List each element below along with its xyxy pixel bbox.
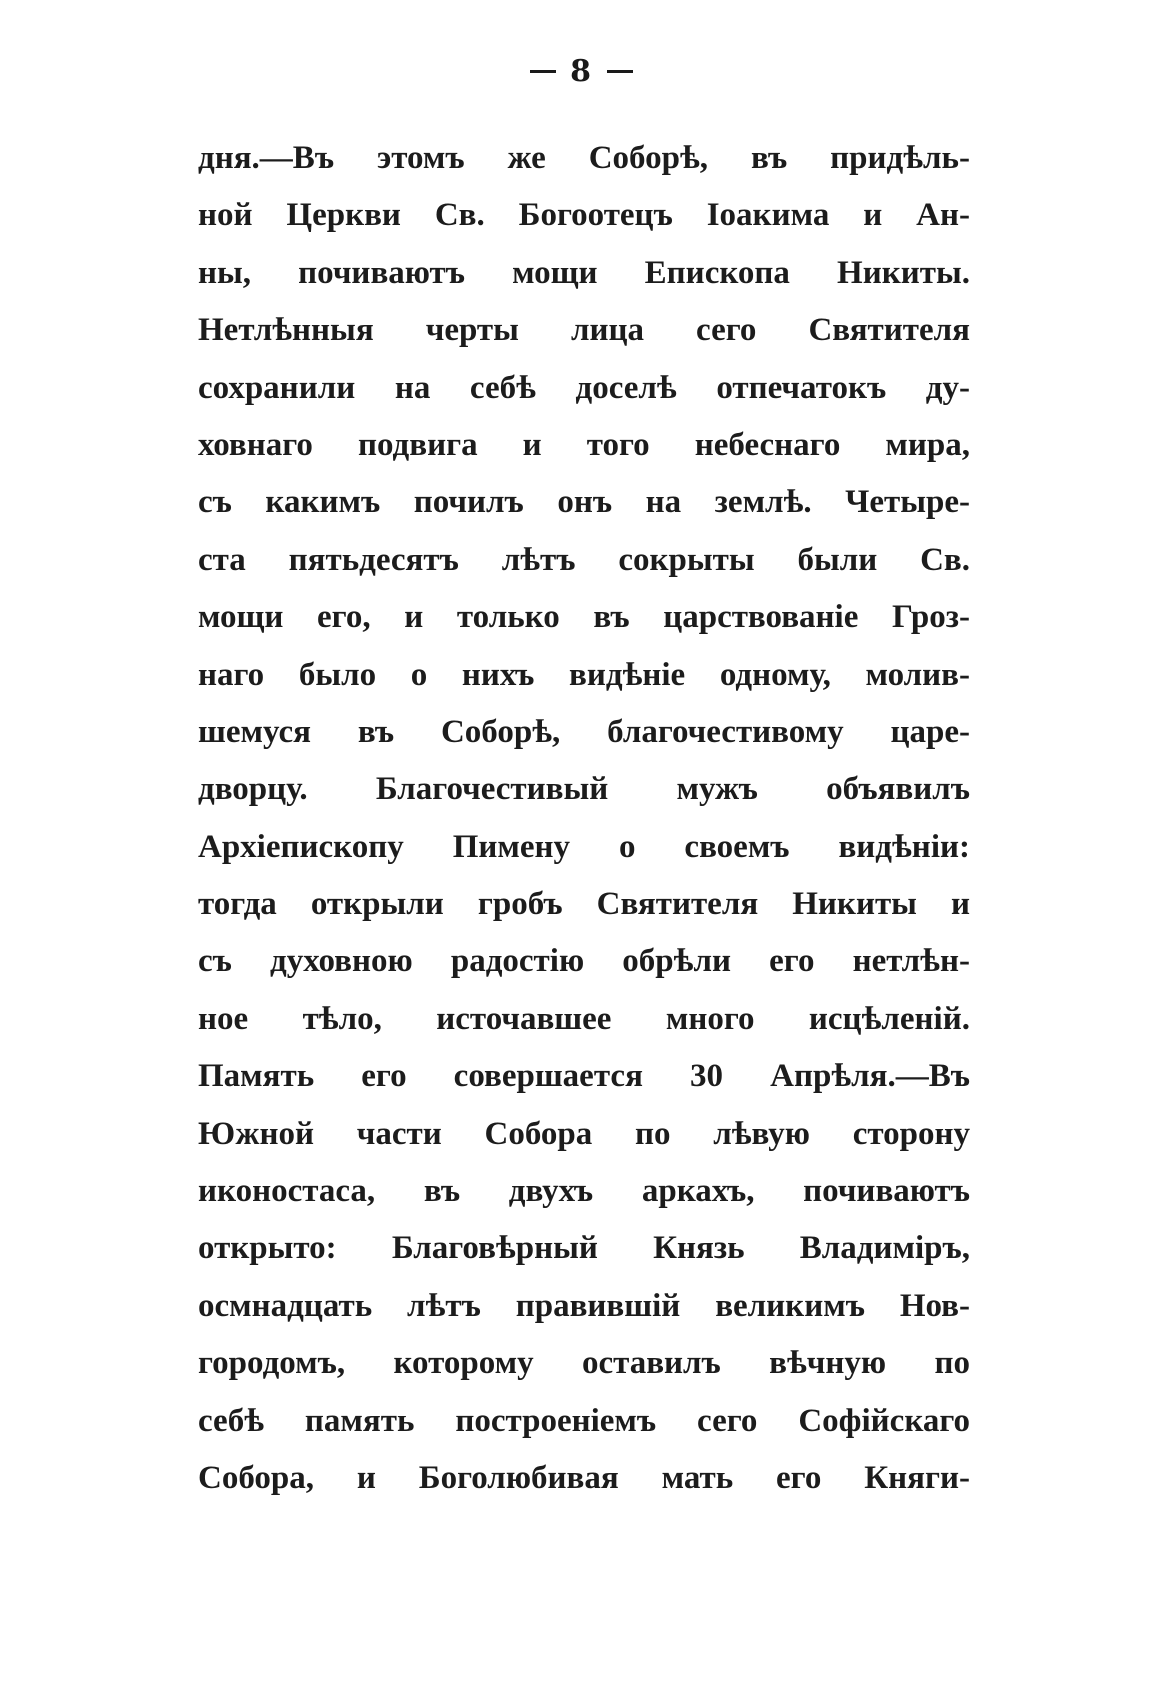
text-line: городомъ, которому оставилъ вѣчную по bbox=[198, 1345, 970, 1382]
text-line: мощи его, и только въ царствованіе Гроз- bbox=[198, 599, 970, 636]
text-line: тогда открыли гробъ Святителя Никиты и bbox=[198, 886, 970, 923]
text-line: ста пятьдесятъ лѣтъ сокрыты были Св. bbox=[198, 541, 970, 578]
text-line: Нетлѣнныя черты лица сего Святителя bbox=[198, 312, 970, 349]
text-line: сохранили на себѣ доселѣ отпечатокъ ду- bbox=[198, 369, 970, 406]
text-line: Собора, и Боголюбивая мать его Княги- bbox=[198, 1459, 970, 1496]
text-line: Южной части Собора по лѣвую сторону bbox=[198, 1115, 970, 1152]
text-line: съ какимъ почилъ онъ на землѣ. Четыре- bbox=[198, 484, 970, 521]
header-dash-right bbox=[607, 70, 633, 73]
text-line: Память его совершается 30 Апрѣля.—Въ bbox=[198, 1058, 970, 1095]
text-line: ховнаго подвига и того небеснаго мира, bbox=[198, 426, 970, 463]
text-line: ное тѣло, источавшее много исцѣленій. bbox=[198, 1000, 970, 1037]
text-line: дня.—Въ этомъ же Соборѣ, въ придѣль- bbox=[198, 140, 970, 176]
text-line: дворцу. Благочестивый мужъ объявилъ bbox=[198, 771, 970, 808]
body-text bbox=[198, 130, 970, 1507]
text-line: ной Церкви Св. Богоотецъ Іоакима и Ан- bbox=[198, 197, 970, 234]
text-line: ны, почиваютъ мощи Епископа Никиты. bbox=[198, 254, 970, 291]
text-line: наго было о нихъ видѣніе одному, молив- bbox=[198, 656, 970, 693]
text-line: себѣ память построеніемъ сего Софійскаго bbox=[198, 1402, 970, 1439]
text-line: шемуся въ Соборѣ, благочестивому царе- bbox=[198, 713, 970, 750]
page-header bbox=[0, 52, 1163, 102]
text-line: Архіепископу Пимену о своемъ видѣніи: bbox=[198, 828, 970, 865]
page-number: 8 bbox=[570, 53, 593, 89]
header-dash-left bbox=[530, 70, 556, 73]
text-line: осмнадцать лѣтъ правившій великимъ Нов- bbox=[198, 1287, 970, 1324]
text-line: иконостаса, въ двухъ аркахъ, почиваютъ bbox=[198, 1173, 970, 1210]
text-line: съ духовною радостію обрѣли его нетлѣн- bbox=[198, 943, 970, 980]
text-line: открыто: Благовѣрный Князь Владиміръ, bbox=[198, 1230, 970, 1267]
